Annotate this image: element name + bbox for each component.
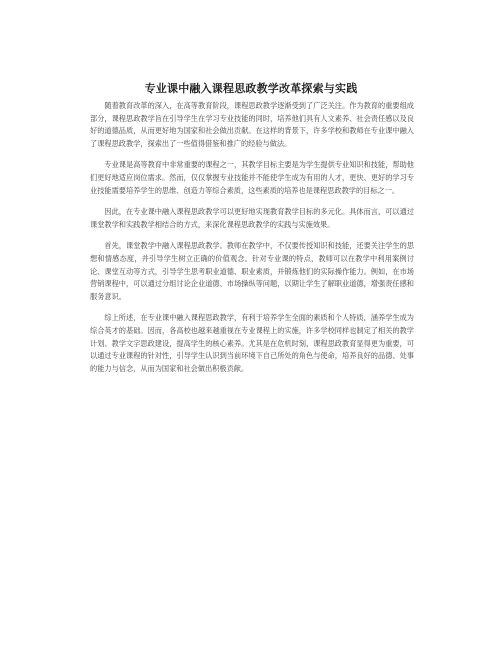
paragraph-5: 综上所述，在专业课中融入课程思政教学，有利于培养学生全面的素质和个人特质，涵养学生成为综合英才的基础。因而，各高校也越来越重视在专业课程上的实施，许多学校同样也制定了相关的教学计划、教学文字思政建设，提高学生的核心素养。尤其是在危机时刻，课程思政教育显得更为重要，可以通过专业课程的针对性，引导学生认识到当前环境下自己所处的角色与使命，培养良好的品德、处事的能力与信念，从而为国家和社会做出积极贡献。	[90, 313, 414, 373]
paragraph-1: 随着教育改革的深入，在高等教育阶段，课程思政教学逐渐受到了广泛关注。作为教育的重要组成部分，课程思政教学旨在引导学生在学习专业技能的同时，培养他们具有人文素养、社会责任感以及良好的道德品质，从而更好地为国家和社会做出贡献。在这样的背景下，许多学校和教师在专业课中融入了课程思政教学，探索出了一些值得借鉴和推广的经验与做法。	[90, 101, 414, 148]
document-body	[90, 100, 414, 384]
paragraph-4: 首先，课堂教学中融入课程思政教学。教师在教学中，不仅要传授知识和技能，还要关注学生的思想和情感态度，并引导学生树立正确的价值观念。针对专业课的特点，教师可以在教学中利用案例讨论、课堂互动等方式，引导学生思考职业道德、职业素质，并锻炼他们的实际操作能力。例如，在市场营销课程中，可以通过分组讨论企业道德、市场操纵等问题，以期让学生了解职业道德，增强责任感和服务意识。	[90, 241, 414, 301]
document-title: 专业课中融入课程思政教学改革探索与实践	[144, 82, 358, 95]
paragraph-3: 因此，在专业课中融入课程思政教学可以更好地实现教育教学目标的多元化。具体而言，可以通过课堂教学和实践教学相结合的方式，来深化课程思政教学的实践与实施效果。	[90, 207, 414, 229]
paragraph-2: 专业课是高等教育中非常重要的课程之一，其教学目标主要是为学生提供专业知识和技能，帮助他们更好地适应岗位需求。然而，仅仅掌握专业技能并不能使学生成为有用的人才，更快、更好的学习专业技能需要培养学生的思维、创造力等综合素质，这些素质的培养也是课程思政教学的目标之一。	[90, 160, 414, 195]
